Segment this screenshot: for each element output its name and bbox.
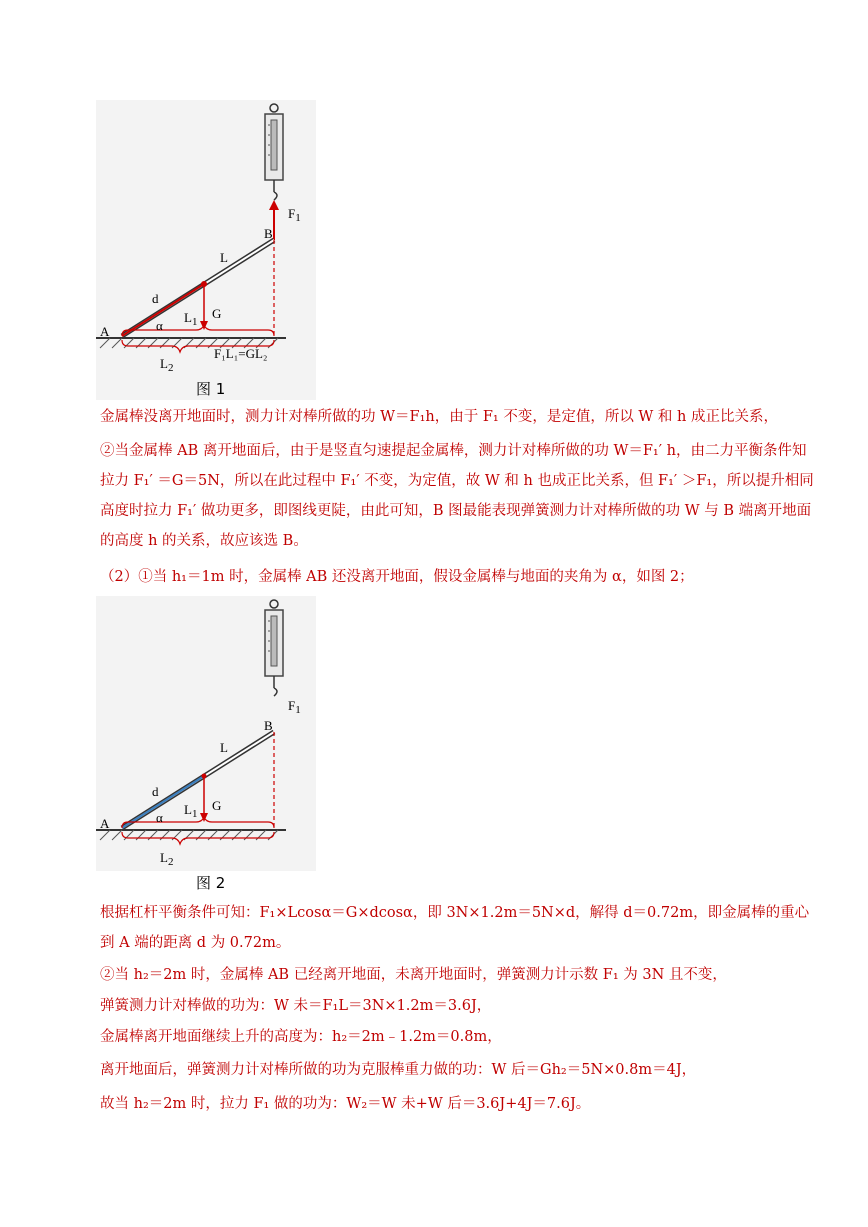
label-f1: $F_1$ (288, 698, 301, 716)
label-l: L (220, 250, 228, 265)
label-f1: $F_1$ (288, 206, 301, 224)
paragraph-8: 离开地面后，弹簧测力计对棒所做的功为克服棒重力做的功：W 后＝Gh₂＝5N×0.8m＝4J， (100, 1062, 697, 1078)
figure-1 (96, 100, 316, 400)
label-a: A (100, 816, 110, 831)
figure-1-caption: 图 1 (196, 380, 226, 398)
label-l: L (220, 740, 228, 755)
label-l2: $L_2$ (160, 356, 174, 374)
label-alpha: α (156, 318, 163, 333)
lever-diagram-2 (96, 596, 316, 871)
figure-2 (96, 596, 316, 871)
label-d: d (152, 784, 159, 799)
label-g: G (212, 798, 222, 813)
label-l1: $L_1$ (184, 802, 198, 820)
paragraph-1: 金属棒没离开地面时，测力计对棒所做的功 W＝F₁h，由于 F₁ 不变，是定值，所以 W 和 h 成正比关系， (100, 409, 778, 425)
lever-diagram-1 (96, 100, 316, 400)
paragraph-5: ②当 h₂＝2m 时，金属棒 AB 已经离开地面，未离开地面时，弹簧测力计示数 F₁ 为 3N 且不变， (100, 967, 727, 983)
label-l2: $L_2$ (160, 850, 174, 868)
label-b: B (264, 226, 273, 241)
label-alpha: α (156, 810, 163, 825)
label-d: d (152, 291, 159, 306)
paragraph-9: 故当 h₂＝2m 时，拉力 F₁ 做的功为：W₂＝W 未+W 后＝3.6J+4J＝7.6J。 (100, 1096, 591, 1112)
paragraph-7: 金属棒离开地面继续上升的高度为：h₂＝2m﹣1.2m＝0.8m， (100, 1029, 502, 1045)
figure-2-caption: 图 2 (196, 874, 226, 892)
label-l1: $L_1$ (184, 310, 198, 328)
paragraph-4: 根据杠杆平衡条件可知：F₁×Lcosα＝G×dcosα，即 3N×1.2m＝5N×d，解得 d＝0.72m，即金属棒的重心到 A 端的距离 d 为 0.72m。 (100, 905, 810, 951)
label-b: B (264, 718, 273, 733)
label-equation: F₁L₁=GL₂ (214, 346, 268, 361)
paragraph-3: （2）①当 h₁＝1m 时，金属棒 AB 还没离开地面，假设金属棒与地面的夹角为 α，如图 2； (100, 569, 694, 585)
label-a: A (100, 324, 110, 339)
paragraph-2: ②当金属棒 AB 离开地面后，由于是竖直匀速提起金属棒，测力计对棒所做的功 W＝F₁′ h，由二力平衡条件知拉力 F₁′ ＝G＝5N，所以在此过程中 F₁′ 不变，为定值，故 W 和 h 也成正比关系，但 F₁′ ＞F₁，所以提升相同高度时拉力 F₁′ 做功更多，即图线更陡，由此可知，B 图最能表现弹簧测力计对棒所做的功 W 与 B 端离开地面的高度 h 的关系，故应该选 B。 (100, 443, 814, 549)
paragraph-6: 弹簧测力计对棒做的功为：W 未＝F₁L＝3N×1.2m＝3.6J， (100, 998, 492, 1014)
label-g: G (212, 306, 222, 321)
